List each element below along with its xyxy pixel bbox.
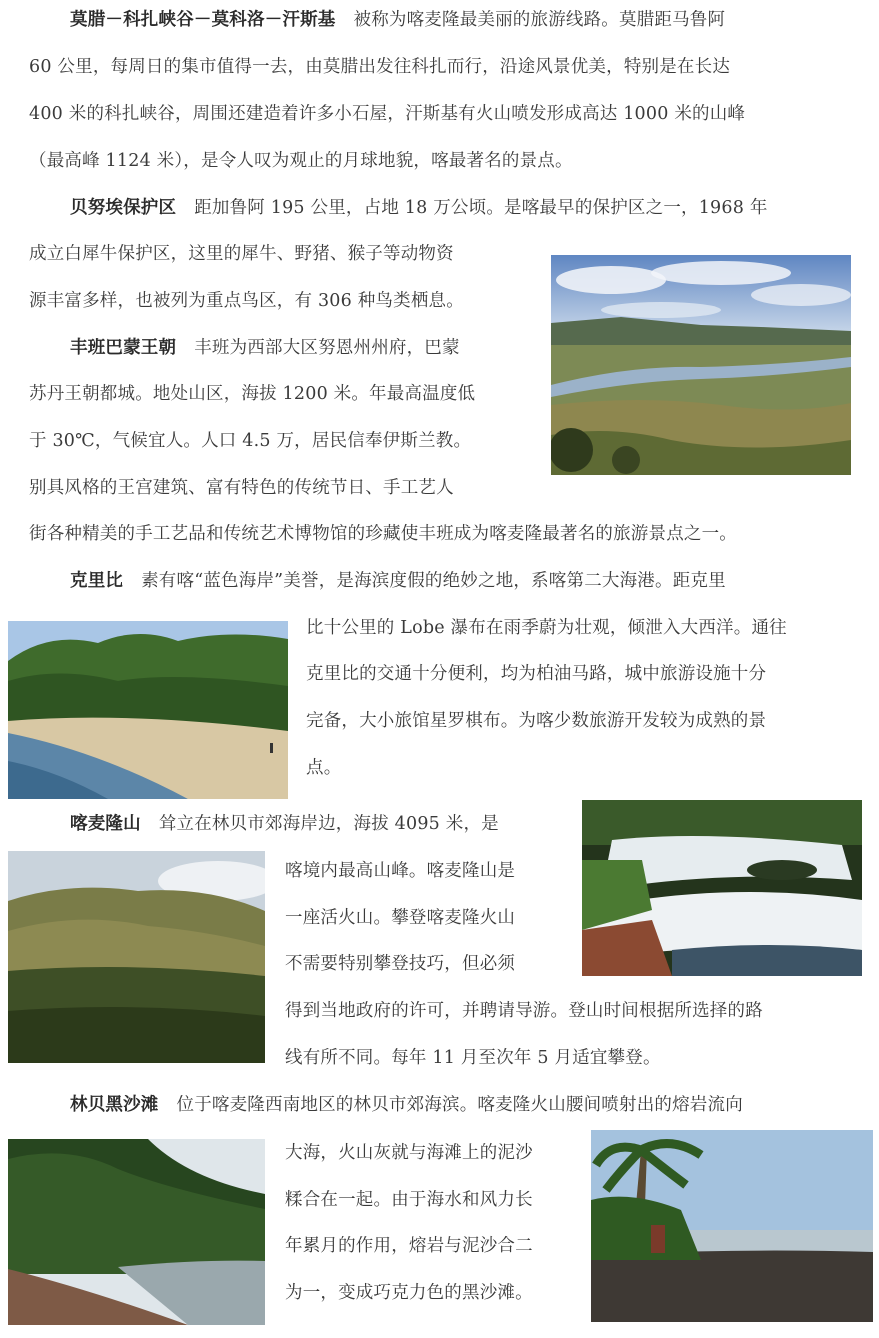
- section-heading-limbe-beach: 林贝黑沙滩: [70, 1095, 159, 1115]
- black-sand-beach-photo: [591, 1130, 873, 1322]
- benoue-reserve-photo: [551, 255, 851, 475]
- kribi-beach-photo: [8, 621, 288, 799]
- section-1-line-1: 莫腊－科扎峡谷－莫科洛－汗斯基 被称为喀麦隆最美丽的旅游线路。莫腊距马鲁阿: [70, 10, 726, 30]
- section-6-line-4: 年累月的作用，熔岩与泥沙合二: [285, 1236, 533, 1256]
- section-2-line-1: 贝努埃保护区 距加鲁阿 195 公里，占地 18 万公顷。是喀最早的保护区之一，1968 年: [70, 198, 768, 218]
- limbe-forest-shore-photo: [8, 1139, 265, 1325]
- section-5-line-6: 线有所不同。每年 11 月至次年 5 月适宜攀登。: [285, 1048, 661, 1068]
- section-3-line-1: 丰班巴蒙王朝 丰班为西部大区努恩州州府，巴蒙: [70, 338, 460, 358]
- section-3-line-3: 于 30℃，气候宜人。人口 4.5 万，居民信奉伊斯兰教。: [29, 431, 472, 451]
- section-2-line-2: 成立白犀牛保护区，这里的犀牛、野猪、猴子等动物资: [29, 244, 454, 264]
- section-6-line-2: 大海，火山灰就与海滩上的泥沙: [285, 1143, 533, 1163]
- section-4-line-5: 点。: [306, 758, 342, 778]
- section-4-line-1: 克里比 素有喀“蓝色海岸”美誉，是海滨度假的绝妙之地，系喀第二大海港。距克里: [70, 571, 726, 591]
- section-5-line-4: 不需要特别攀登技巧，但必须: [285, 954, 516, 974]
- section-heading-mount-cameroon: 喀麦隆山: [70, 814, 141, 834]
- section-1-line-4: （最高峰 1124 米），是令人叹为观止的月球地貌，喀最著名的景点。: [29, 151, 573, 171]
- section-2-line-3: 源丰富多样，也被列为重点鸟区，有 306 种鸟类栖息。: [29, 291, 464, 311]
- section-3-line-5: 街各种精美的手工艺品和传统艺术博物馆的珍藏使丰班成为喀麦隆最著名的旅游景点之一。: [29, 524, 737, 544]
- section-4-line-3: 克里比的交通十分便利，均为柏油马路，城中旅游设施十分: [306, 664, 767, 684]
- section-5-line-5: 得到当地政府的许可，并聘请导游。登山时间根据所选择的路: [285, 1001, 763, 1021]
- section-5-line-1: 喀麦隆山 耸立在林贝市郊海岸边，海拔 4095 米，是: [70, 814, 499, 834]
- section-4-line-4: 完备，大小旅馆星罗棋布。为喀少数旅游开发较为成熟的景: [306, 711, 767, 731]
- section-3-line-2: 苏丹王朝都城。地处山区，海拔 1200 米。年最高温度低: [29, 384, 476, 404]
- section-4-line-2: 比十公里的 Lobe 瀑布在雨季蔚为壮观，倾泄入大西洋。通往: [306, 618, 787, 638]
- waterfall-photo: [582, 800, 862, 976]
- section-heading-benoue: 贝努埃保护区: [70, 198, 177, 218]
- section-heading-foumban: 丰班巴蒙王朝: [70, 338, 177, 358]
- section-6-line-3: 糅合在一起。由于海水和风力长: [285, 1190, 533, 1210]
- mount-cameroon-photo: [8, 851, 265, 1063]
- section-5-line-3: 一座活火山。攀登喀麦隆火山: [285, 908, 516, 928]
- section-5-line-2: 喀境内最高山峰。喀麦隆山是: [285, 861, 516, 881]
- section-3-line-4: 别具风格的王宫建筑、富有特色的传统节日、手工艺人: [29, 478, 454, 498]
- section-6-line-1: 林贝黑沙滩 位于喀麦隆西南地区的林贝市郊海滨。喀麦隆火山腰间喷射出的熔岩流向: [70, 1095, 743, 1115]
- section-1-line-3: 400 米的科扎峡谷，周围还建造着许多小石屋，汗斯基有火山喷发形成高达 1000 米的山峰: [29, 104, 746, 124]
- section-heading-kribi: 克里比: [70, 571, 124, 591]
- section-heading-moura: 莫腊－科扎峡谷－莫科洛－汗斯基: [70, 10, 336, 30]
- section-6-line-5: 为一，变成巧克力色的黑沙滩。: [285, 1283, 533, 1303]
- section-1-line-2: 60 公里，每周日的集市值得一去，由莫腊出发往科扎而行，沿途风景优美，特别是在长达: [29, 57, 731, 77]
